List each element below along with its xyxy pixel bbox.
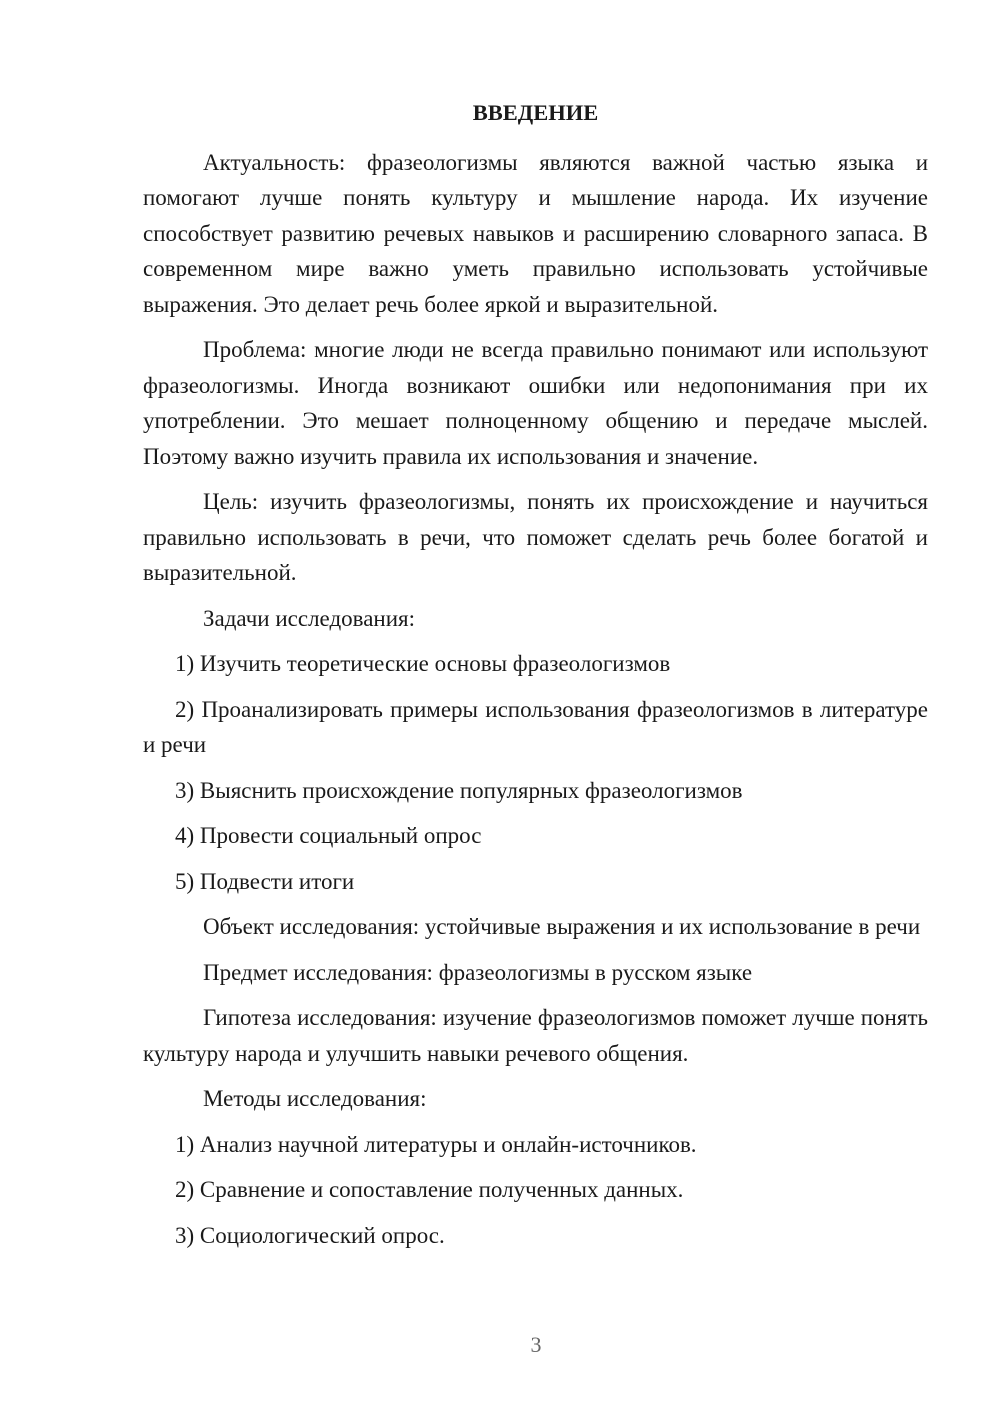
methods-heading: Методы исследования: [203,1086,427,1111]
goal-paragraph: Цель: изучить фразеологизмы, понять их происхождение и научиться правильно использовать в речи, что поможет сделать речь более богатой и выразительной. [143,489,928,585]
method-item: 2) Сравнение и сопоставление полученных данных. [175,1177,684,1202]
problem-paragraph: Проблема: многие люди не всегда правильно понимают или используют фразеологизмы. Иногда возникают ошибки или недопонимания при их употреблении. Это мешает полноценному общению и передаче мыслей. Поэтому важно изучить правила их использования и значение. [143,337,928,469]
relevance-paragraph: Актуальность: фразеологизмы являются важной частью языка и помогают лучше понять культуру и мышление народа. Их изучение способствует развитию речевых навыков и расширению словарного запаса. В современном мире важно уметь правильно использовать устойчивые выражения. Это делает речь более яркой и выразительной. [143,149,928,317]
task-item: 1) Изучить теоретические основы фразеологизмов [175,651,671,676]
task-item: 2) Проанализировать примеры использования фразеологизмов в литературе и речи [143,696,928,757]
subject-paragraph: Предмет исследования: фразеологизмы в русском языке [203,959,753,985]
task-item: 5) Подвести итоги [175,868,355,894]
section-title: ВВЕДЕНИЕ [472,100,599,125]
page-content [143,95,928,1263]
method-item: 1) Анализ научной литературы и онлайн-источников. [175,1131,697,1157]
task-item: 4) Провести социальный опрос [175,823,482,848]
method-item: 3) Социологический опрос. [175,1222,445,1248]
object-paragraph: Объект исследования: устойчивые выражения и их использование в речи [203,914,921,939]
page-number: 3 [530,1332,542,1357]
task-item: 3) Выяснить происхождение популярных фразеологизмов [175,777,743,803]
hypothesis-paragraph: Гипотеза исследования: изучение фразеологизмов поможет лучше понять культуру народа и улучшить навыки речевого общения. [143,1005,928,1066]
tasks-heading: Задачи исследования: [203,605,416,631]
